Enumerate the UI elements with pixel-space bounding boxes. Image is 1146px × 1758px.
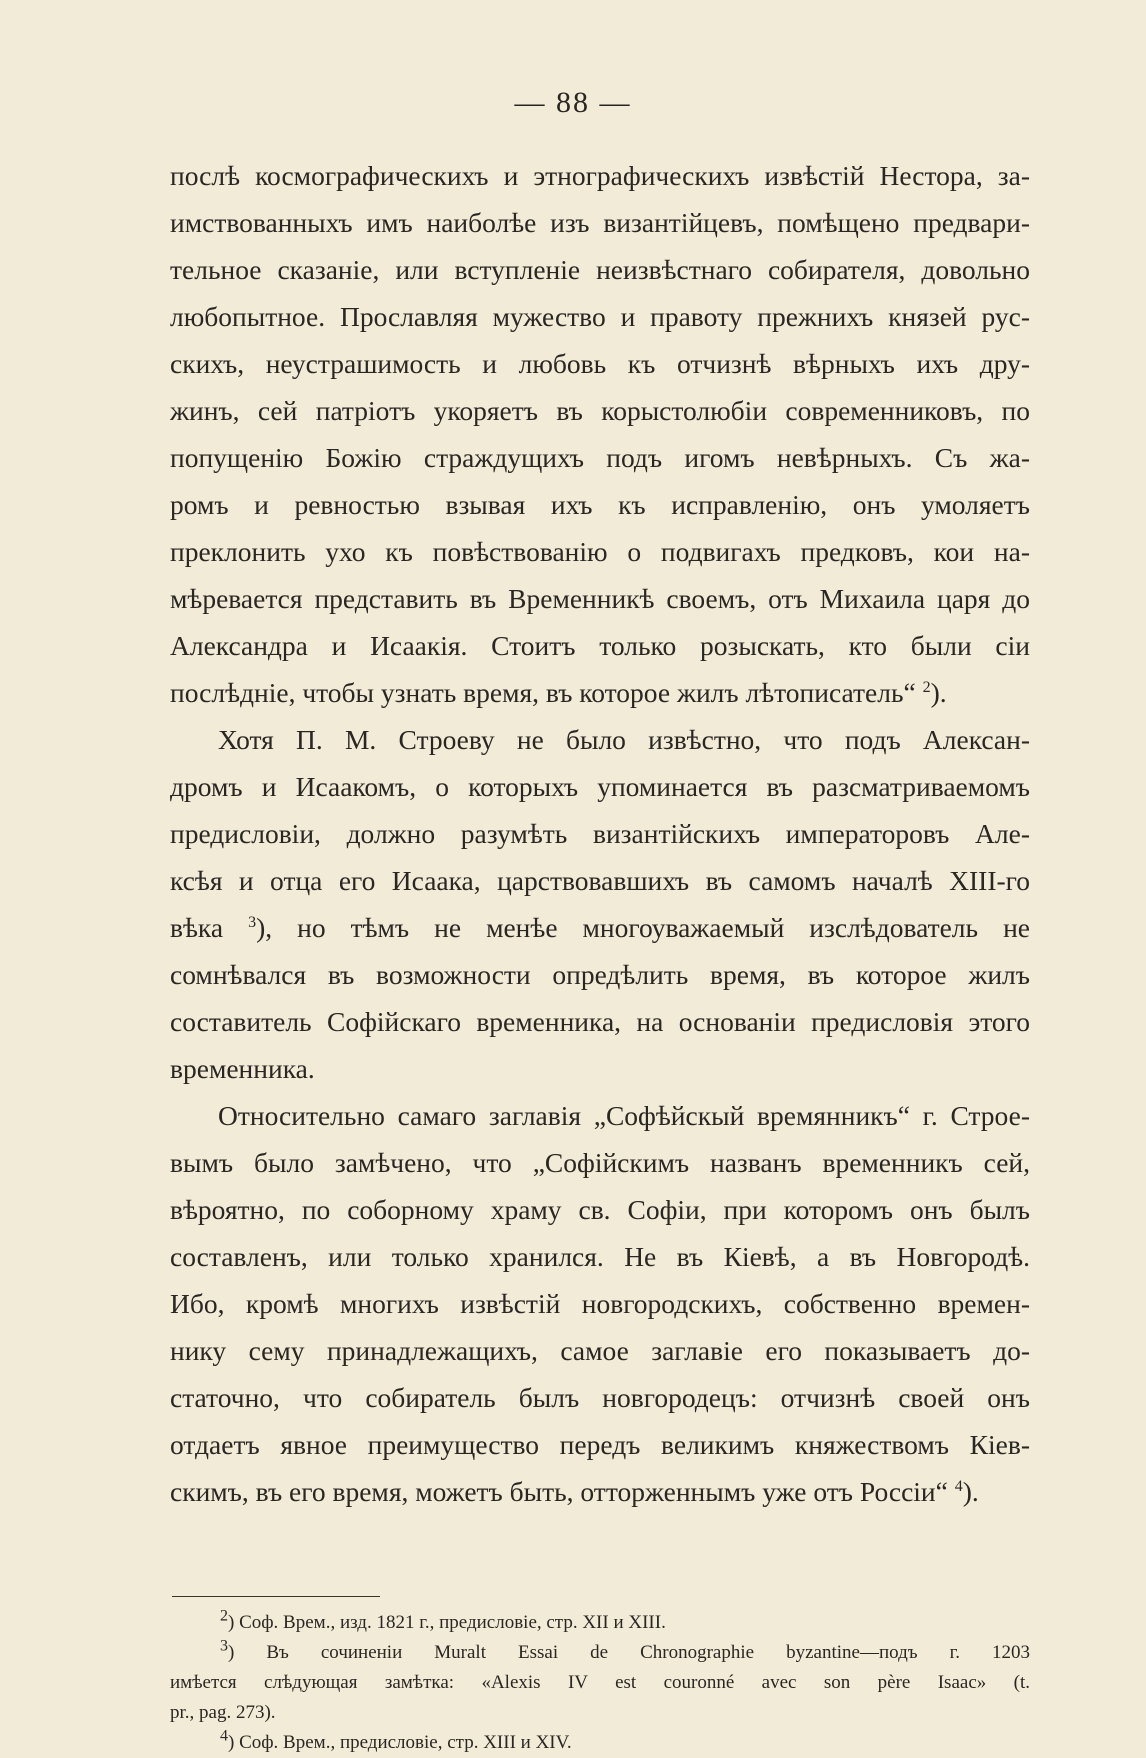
line-text: предисловіи, должно разумѣть византійскихъ императоровъ Але- [170, 818, 1030, 849]
footnote-marker: 4 [954, 1477, 963, 1495]
line-text: вымъ было замѣчено, что „Софійскимъ названъ временникъ сей, [170, 1147, 1030, 1178]
footnote-number: 3 [220, 1638, 228, 1655]
text-line [170, 716, 1030, 763]
footnotes [170, 1608, 1030, 1758]
text-line [170, 951, 1030, 998]
text-line [170, 387, 1030, 434]
line-text: преклонить ухо къ повѣствованію о подвигахъ предковъ, кои на- [170, 536, 1030, 567]
text-line [170, 763, 1030, 810]
text-line [170, 152, 1030, 199]
line-text: временника. [170, 1053, 315, 1084]
line-text: Хотя П. М. Строеву не было извѣстно, что подъ Алексан- [218, 724, 1030, 755]
line-text: Ибо, кромѣ многихъ извѣстій новгородскихъ, собственно времен- [170, 1288, 1030, 1319]
footnote-marker: 3 [248, 913, 257, 931]
line-text: ксѣя и отца его Исаака, царствовавшихъ въ самомъ началѣ XIII-го [170, 865, 1030, 896]
line-text: любопытное. Прославляя мужество и правоту прежнихъ князей рус- [170, 301, 1030, 332]
text-line [170, 998, 1030, 1045]
line-text: составитель Софійскаго временника, на основаніи предисловія этого [170, 1006, 1030, 1037]
text-line [170, 857, 1030, 904]
text-line [170, 528, 1030, 575]
line-text: жинъ, сей патріотъ укоряетъ въ корыстолюбіи современниковъ, по [170, 395, 1030, 426]
line-text: попущенію Божію страждущихъ подъ игомъ невѣрныхъ. Съ жа- [170, 442, 1030, 473]
line-text-after-note: ). [962, 1476, 979, 1507]
text-line [170, 293, 1030, 340]
line-text: тельное сказаніе, или вступленіе неизвѣстнаго собирателя, довольно [170, 254, 1030, 285]
line-text: Относительно самаго заглавія „Софѣйскый времянникъ“ г. Строе- [218, 1100, 1030, 1131]
footnote-number: 2 [220, 1608, 228, 1625]
line-text-after-note: ), но тѣмъ не менѣе многоуважаемый изслѣдователь не [256, 912, 1030, 943]
line-text: вѣроятно, по соборному храму св. Софіи, при которомъ онъ былъ [170, 1194, 1030, 1225]
line-text-after-note: ). [930, 677, 947, 708]
text-line [170, 810, 1030, 857]
line-text: послѣ космографическихъ и этнографическихъ извѣстій Нестора, за- [170, 160, 1030, 191]
page-number: — 88 — [514, 86, 632, 119]
text-line [170, 1139, 1030, 1186]
line-text: дромъ и Исаакомъ, о которыхъ упоминается въ разсматриваемомъ [170, 771, 1030, 802]
text-line [170, 1045, 1030, 1092]
footnote-number: 4 [220, 1728, 228, 1745]
footnote-text: Въ сочиненіи Muralt Essai de Chronographie byzantine—подъ г. 1203 [266, 1642, 1030, 1663]
text-line [170, 199, 1030, 246]
footnote-line [170, 1668, 1030, 1698]
footnote-text: Соф. Врем., изд. 1821 г., предисловіе, стр. XII и XIII. [239, 1612, 666, 1633]
footnote-marker: 2 [922, 678, 931, 696]
line-text: сомнѣвался въ возможности опредѣлить время, въ которое жилъ [170, 959, 1030, 990]
footnote-text: pr., pag. 273). [170, 1702, 276, 1723]
line-text: отдаетъ явное преимущество передъ великимъ княжествомъ Кіев- [170, 1429, 1030, 1460]
text-line [170, 669, 1030, 716]
line-text: скимъ, въ его время, можетъ быть, отторженнымъ уже отъ Россіи“ [170, 1476, 948, 1507]
main-text [170, 152, 1030, 1515]
footnote-text: имѣется слѣдующая замѣтка: «Alexis IV est couronné avec son père Isaac» (t. [170, 1672, 1030, 1693]
footnote-line [170, 1698, 1030, 1728]
text-line [170, 1421, 1030, 1468]
footnote-line: $^3$) Въ сочиненіи Muralt Essai de Chronographie byzantine—подъ г. 1203 [220, 1638, 1030, 1663]
text-line [170, 1327, 1030, 1374]
line-text: вѣка [170, 912, 224, 943]
line-text: скихъ, неустрашимость и любовь къ отчизнѣ вѣрныхъ ихъ дру- [170, 348, 1030, 379]
text-line [170, 622, 1030, 669]
text-line [170, 434, 1030, 481]
footnote-line: $^4$) Соф. Врем., предисловіе, стр. XIII и XIV. [220, 1728, 572, 1753]
text-line [170, 1374, 1030, 1421]
text-line [170, 481, 1030, 528]
line-text: имствованныхъ имъ наиболѣе изъ византійцевъ, помѣщено предвари- [170, 207, 1030, 238]
footnote-separator [172, 1596, 380, 1597]
text-line [170, 1186, 1030, 1233]
line-text: составленъ, или только хранился. Не въ Кіевѣ, а въ Новгородѣ. [170, 1241, 1030, 1272]
text-line [170, 1233, 1030, 1280]
footnote-text: Соф. Врем., предисловіе, стр. XIII и XIV. [239, 1732, 572, 1753]
text-line [170, 246, 1030, 293]
line-text: статочно, что собиратель былъ новгородецъ: отчизнѣ своей онъ [170, 1382, 1030, 1413]
text-line [170, 575, 1030, 622]
text-line [170, 1468, 1030, 1515]
line-text: мѣревается представить въ Временникѣ своемъ, отъ Михаила царя до [170, 583, 1030, 614]
text-line [170, 904, 1030, 951]
text-line [170, 1092, 1030, 1139]
text-line [170, 1280, 1030, 1327]
line-text: нику сему принадлежащихъ, самое заглавіе его показываетъ до- [170, 1335, 1030, 1366]
text-line [170, 340, 1030, 387]
footnote-line: $^2$) Соф. Врем., изд. 1821 г., предисловіе, стр. XII и XIII. [220, 1608, 666, 1633]
line-text: Александра и Исаакія. Стоитъ только розыскать, кто были сіи [170, 630, 1030, 661]
line-text: ромъ и ревностью взывая ихъ къ исправленію, онъ умоляетъ [170, 489, 1030, 520]
line-text: послѣдніе, чтобы узнать время, въ которое жилъ лѣтописатель“ [170, 677, 916, 708]
